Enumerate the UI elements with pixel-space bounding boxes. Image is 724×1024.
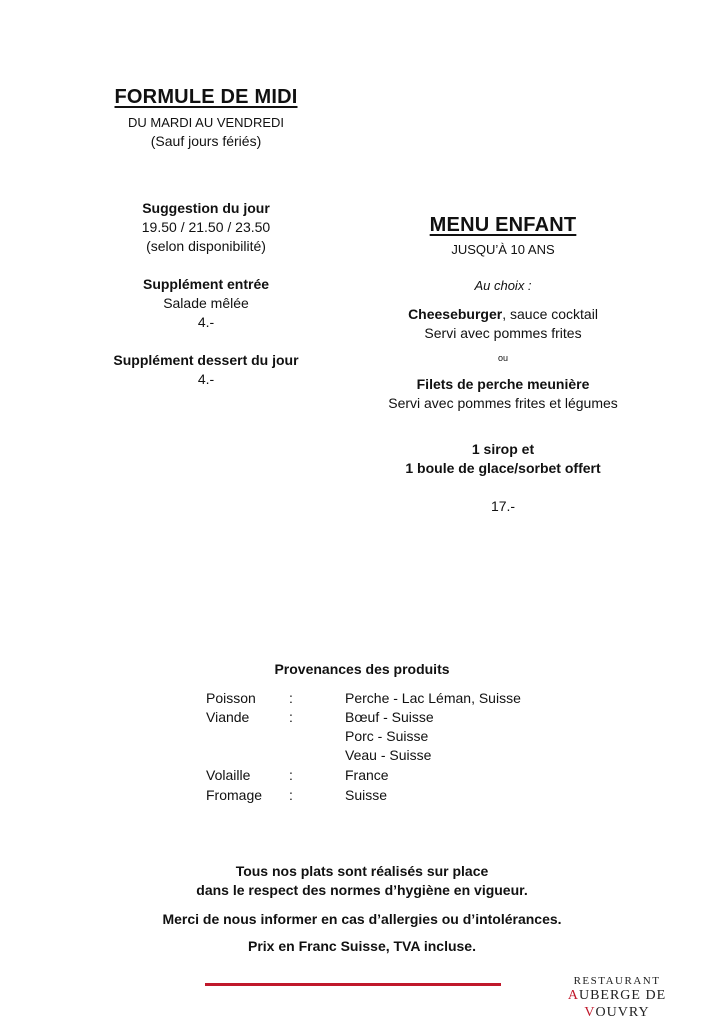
prov-origin: Porc - Suisse <box>345 728 429 744</box>
entree-item: Salade mêlée <box>163 295 249 311</box>
extra-sirop: 1 sirop et <box>471 441 535 457</box>
restaurant-logo <box>537 975 697 1021</box>
prov-origin: Perche - Lac Léman, Suisse <box>345 690 521 706</box>
logo-word-auberge: UBERGE DE <box>578 988 667 1003</box>
footer-notes <box>80 862 644 956</box>
footer-allergies: Merci de nous informer en cas d’allergies ou d’intolérances. <box>162 911 562 927</box>
prov-origin: Bœuf - Suisse <box>345 709 434 725</box>
red-divider <box>205 983 501 986</box>
formule-title: FORMULE DE MIDI <box>114 86 298 108</box>
option2-side: Servi avec pommes frites et légumes <box>388 395 618 411</box>
provenance-title: Provenances des produits <box>274 661 450 677</box>
or-separator: ou <box>497 353 508 363</box>
footer-line-1: Tous nos plats sont réalisés sur place <box>235 863 489 879</box>
prov-sep: : <box>289 767 293 783</box>
prov-sep: : <box>289 690 293 706</box>
enfant-title: MENU ENFANT <box>429 214 577 236</box>
prov-origin: Veau - Suisse <box>345 747 432 763</box>
prov-cat: Viande <box>206 709 250 725</box>
prov-cat: Fromage <box>206 787 263 803</box>
logo-initial-v: V <box>584 1005 596 1020</box>
entree-label: Supplément entrée <box>142 276 270 292</box>
enfant-choice: Au choix : <box>474 278 532 293</box>
extra-glace: 1 boule de glace/sorbet offert <box>405 460 601 476</box>
option1-name: Cheeseburger <box>408 306 503 322</box>
option2-name: Filets de perche meunière <box>416 376 590 392</box>
suggestion-label: Suggestion du jour <box>142 200 270 216</box>
logo-restaurant: RESTAURANT <box>573 975 661 987</box>
option1-side: Servi avec pommes frites <box>424 325 582 341</box>
enfant-price: 17.- <box>490 498 516 514</box>
prov-sep: : <box>289 787 293 803</box>
dessert-label: Supplément dessert du jour <box>113 352 299 368</box>
prov-sep: : <box>289 709 293 725</box>
suggestion-prices: 19.50 / 21.50 / 23.50 <box>141 219 271 235</box>
prov-cat: Poisson <box>206 690 256 706</box>
footer-prices: Prix en Franc Suisse, TVA incluse. <box>248 938 476 954</box>
dessert-price: 4.- <box>197 371 215 387</box>
formule-note: (Sauf jours fériés) <box>150 133 262 149</box>
prov-cat: Volaille <box>206 767 251 783</box>
prov-origin: France <box>345 767 389 783</box>
logo-initial-a: A <box>567 988 579 1003</box>
suggestion-note: (selon disponibilité) <box>146 238 266 254</box>
option1-sauce: , sauce cocktail <box>502 306 598 322</box>
enfant-section <box>372 214 634 516</box>
logo-name <box>537 987 697 1021</box>
formule-section <box>96 86 316 389</box>
logo-word-vouvry: OUVRY <box>595 1005 650 1020</box>
footer-line-2: dans le respect des normes d’hygiène en vigueur. <box>196 882 528 898</box>
option1 <box>372 305 634 324</box>
enfant-subtitle: JUSQU’À 10 ANS <box>451 242 555 257</box>
formule-subtitle: DU MARDI AU VENDREDI <box>127 115 285 130</box>
prov-origin: Suisse <box>345 787 388 803</box>
entree-price: 4.- <box>197 314 215 330</box>
